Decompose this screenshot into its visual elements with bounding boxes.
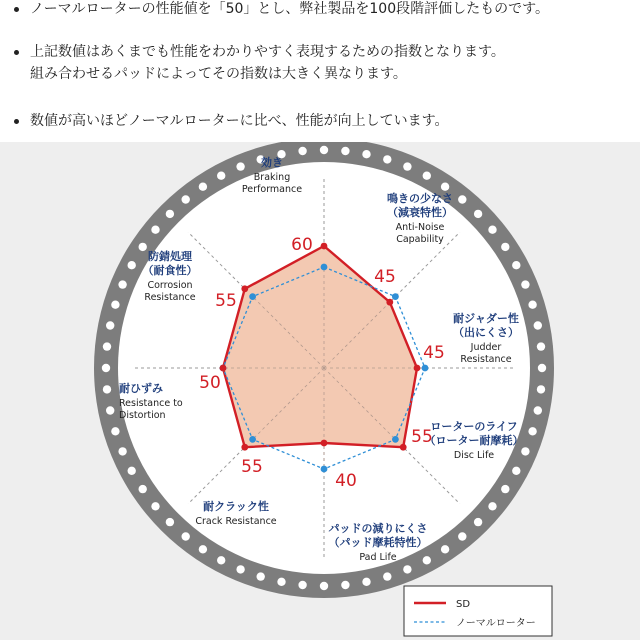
rotor-hole bbox=[501, 485, 509, 493]
rotor-hole bbox=[512, 467, 520, 475]
axis-label-en: Resistance to bbox=[119, 398, 183, 409]
normal-point bbox=[321, 466, 328, 473]
rotor-hole bbox=[488, 502, 496, 510]
rotor-hole bbox=[217, 172, 225, 180]
axis-label-ja: （耐食性） bbox=[142, 264, 198, 277]
sd-value-label: 55 bbox=[411, 427, 433, 447]
rotor-hole bbox=[298, 147, 306, 155]
axis-label-en: Pad Life bbox=[359, 552, 397, 563]
rotor-hole bbox=[512, 261, 520, 269]
rotor-hole bbox=[236, 162, 244, 170]
sd-point bbox=[414, 365, 421, 372]
sd-point bbox=[241, 285, 248, 292]
rotor-hole bbox=[320, 582, 328, 590]
axis-label-ja: （ローター耐摩耗） bbox=[424, 434, 524, 447]
rotor-hole bbox=[537, 342, 545, 350]
rotor-hole bbox=[118, 447, 126, 455]
rotor-hole bbox=[106, 321, 114, 329]
axis-label bbox=[387, 191, 453, 245]
bullet-icon bbox=[14, 119, 19, 124]
rotor-hole bbox=[458, 532, 466, 540]
axis-label-ja: （パッド摩耗特性） bbox=[328, 536, 428, 549]
axis-label-ja: 耐クラック性 bbox=[203, 500, 269, 513]
note-item bbox=[14, 0, 634, 20]
rotor-hole bbox=[528, 301, 536, 309]
axis-label-en: Corrosion bbox=[147, 280, 193, 291]
axis-label-ja: （出にくさ） bbox=[453, 326, 519, 339]
axis-label-en: Anti-Noise bbox=[395, 222, 445, 233]
axis-label-en: Braking bbox=[253, 172, 291, 183]
axis-label-ja: 耐ジャダー性 bbox=[453, 312, 519, 325]
rotor-hole bbox=[217, 556, 225, 564]
rotor-hole bbox=[341, 581, 349, 589]
rotor-hole bbox=[166, 210, 174, 218]
rotor-hole bbox=[182, 532, 190, 540]
rotor-hole bbox=[521, 280, 529, 288]
axis-label-ja: 鳴きの少なさ bbox=[387, 192, 453, 205]
axis-label-en: Resistance bbox=[144, 292, 196, 303]
rotor-hole bbox=[298, 581, 306, 589]
rotor-hole bbox=[102, 364, 110, 372]
rotor-hole bbox=[538, 364, 546, 372]
normal-point bbox=[249, 436, 256, 443]
rotor-hole bbox=[458, 195, 466, 203]
note-text: ノーマルローターの性能値を「50」とし、弊社製品を100段階評価したものです。 bbox=[30, 1, 549, 17]
normal-point bbox=[321, 264, 328, 271]
sd-value-label: 55 bbox=[215, 291, 237, 311]
bullet-icon bbox=[14, 7, 19, 12]
rotor-hole bbox=[128, 261, 136, 269]
legend-sd-label: SD bbox=[456, 599, 471, 610]
sd-value-label: 50 bbox=[199, 373, 221, 393]
rotor-hole bbox=[423, 172, 431, 180]
normal-point bbox=[422, 365, 429, 372]
sd-value-label: 55 bbox=[241, 457, 263, 477]
rotor-hole bbox=[139, 243, 147, 251]
rotor-hole bbox=[383, 155, 391, 163]
rotor-hole bbox=[111, 301, 119, 309]
rotor-hole bbox=[341, 147, 349, 155]
rotor-hole bbox=[103, 342, 111, 350]
rotor-hole bbox=[151, 226, 159, 234]
sd-value-label: 60 bbox=[291, 235, 313, 255]
rotor-hole bbox=[403, 162, 411, 170]
rotor-hole bbox=[182, 195, 190, 203]
sd-point bbox=[386, 299, 393, 306]
rotor-hole bbox=[151, 502, 159, 510]
axis-label-en: Distortion bbox=[119, 410, 166, 421]
sd-point bbox=[321, 243, 328, 250]
rotor-hole bbox=[474, 518, 482, 526]
rotor-hole bbox=[103, 385, 111, 393]
sd-point bbox=[220, 365, 227, 372]
axis-label-ja: 防錆処理 bbox=[148, 250, 192, 263]
rotor-hole bbox=[118, 280, 126, 288]
axis-label-en: Performance bbox=[241, 184, 303, 195]
rotor-hole bbox=[501, 243, 509, 251]
rotor-hole bbox=[106, 406, 114, 414]
rotor-hole bbox=[383, 572, 391, 580]
note-item bbox=[14, 41, 634, 85]
rotor-hole bbox=[199, 545, 207, 553]
rotor-hole bbox=[257, 572, 265, 580]
normal-point bbox=[392, 293, 399, 300]
sd-point bbox=[321, 440, 328, 447]
rotor-hole bbox=[111, 427, 119, 435]
performance-radar-chart bbox=[0, 142, 640, 640]
axis-label-en: Disc Life bbox=[453, 450, 495, 461]
legend bbox=[404, 586, 552, 636]
rotor-hole bbox=[441, 545, 449, 553]
rotor-hole bbox=[362, 578, 370, 586]
rotor-hole bbox=[277, 578, 285, 586]
normal-point bbox=[249, 293, 256, 300]
rotor-hole bbox=[474, 210, 482, 218]
rotor-hole bbox=[199, 183, 207, 191]
rotor-hole bbox=[441, 183, 449, 191]
notes-section bbox=[0, 0, 640, 142]
axis-label-en: Crack Resistance bbox=[195, 516, 277, 527]
bullet-icon bbox=[14, 50, 19, 55]
rotor-hole bbox=[537, 385, 545, 393]
rotor-hole bbox=[362, 150, 370, 158]
sd-value-label: 45 bbox=[374, 267, 396, 287]
axis-label-ja: （減衰特性） bbox=[387, 206, 453, 219]
rotor-hole bbox=[403, 565, 411, 573]
axis-label-en: Resistance bbox=[460, 354, 512, 365]
note-text: 数値が高いほどノーマルローターに比べ、性能が向上しています。 bbox=[30, 113, 449, 129]
axis-label bbox=[143, 249, 198, 303]
axis-label-ja: パッドの減りにくさ bbox=[328, 522, 428, 535]
sd-value-label: 40 bbox=[335, 471, 357, 491]
rotor-hole bbox=[528, 427, 536, 435]
sd-value-label: 45 bbox=[423, 343, 445, 363]
axis-label-ja: ローターのライフ bbox=[430, 420, 518, 433]
rotor-hole bbox=[320, 146, 328, 154]
legend-normal-label: ノーマルローター bbox=[456, 618, 536, 629]
note-text-continued: 組み合わせるパッドによってその指数は大きく異なります。 bbox=[30, 66, 407, 82]
note-item bbox=[14, 110, 634, 132]
normal-point bbox=[392, 436, 399, 443]
axis-label-ja: 効き bbox=[261, 156, 283, 169]
rotor-hole bbox=[534, 321, 542, 329]
sd-point bbox=[241, 444, 248, 451]
sd-point bbox=[400, 444, 407, 451]
rotor-hole bbox=[534, 406, 542, 414]
rotor-hole bbox=[139, 485, 147, 493]
rotor-hole bbox=[166, 518, 174, 526]
rotor-hole bbox=[521, 447, 529, 455]
rotor-hole bbox=[128, 467, 136, 475]
rotor-hole bbox=[423, 556, 431, 564]
axis-label-en: Judder bbox=[470, 342, 502, 353]
chart-panel bbox=[0, 142, 640, 640]
axis-label-en: Capability bbox=[396, 234, 444, 245]
axis-label-ja: 耐ひずみ bbox=[119, 382, 163, 395]
note-text: 上記数値はあくまでも性能をわかりやすく表現するための指数となります。 bbox=[30, 44, 505, 60]
rotor-hole bbox=[488, 226, 496, 234]
rotor-hole bbox=[236, 565, 244, 573]
axis-label bbox=[453, 311, 519, 365]
